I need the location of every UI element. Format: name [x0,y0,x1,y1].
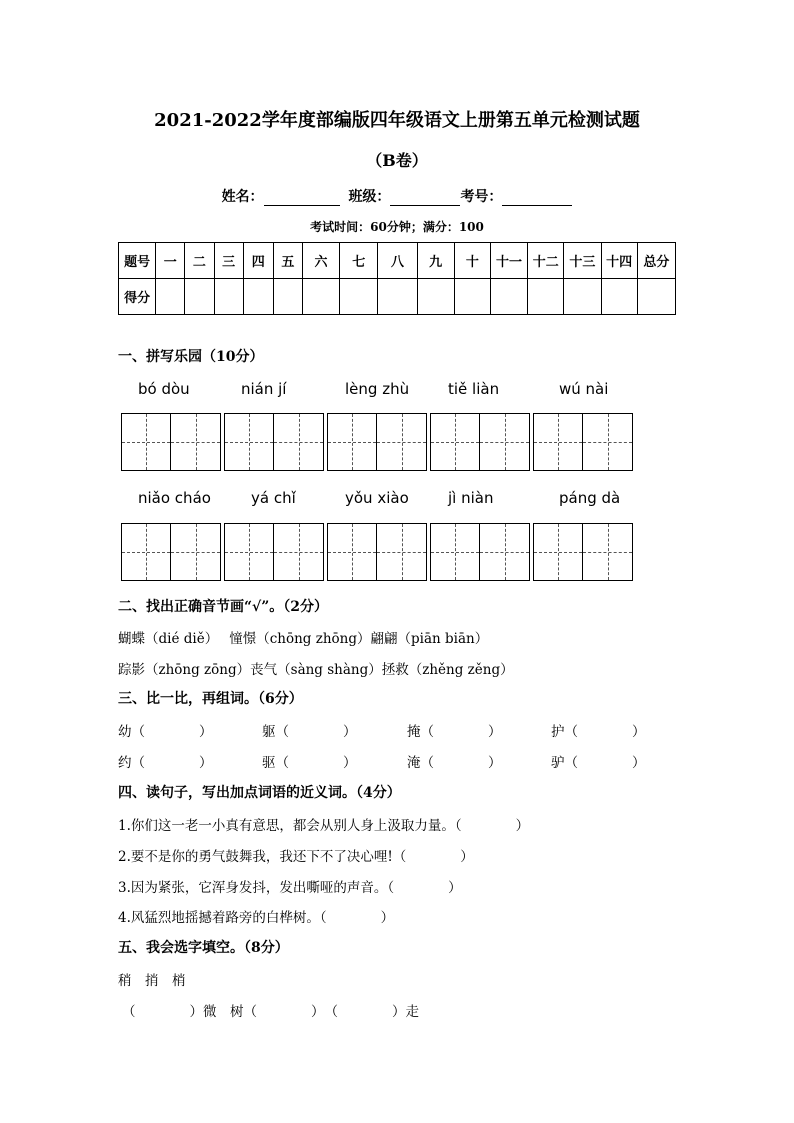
score-header-cell: 八 [378,243,417,279]
writing-cell[interactable] [480,413,530,471]
writing-cell[interactable] [583,523,633,581]
pinyin-label: yǒu xiào [345,489,409,507]
section2-heading: 二、找出正确音节画“√”。（2分） [118,599,329,615]
score-header-cell: 七 [340,243,378,279]
writing-grid-row-2 [121,523,633,581]
section2-line-2: 踪影（zhōng zōng）丧气（sàng shàng）拯救（zhěng zěng） [118,662,514,678]
pinyin-label: bó dòu [138,380,190,398]
score-cell[interactable] [214,279,243,315]
score-header-cell: 十一 [490,243,527,279]
score-header-cell: 题号 [119,243,156,279]
writing-cell[interactable] [327,523,377,581]
section3-heading: 三、比一比，再组词。（6分） [118,691,303,707]
page-title: 2021-2022学年度部编版四年级语文上册第五单元检测试题 [154,110,640,131]
synonym-question: 3.因为紧张，它浑身发抖，发出嘶哑的声音。（ ） [118,880,462,896]
writing-cell[interactable] [377,413,427,471]
writing-cell[interactable] [224,523,274,581]
pinyin-label: wú nài [559,380,609,398]
score-header-cell: 二 [185,243,214,279]
score-cell[interactable] [185,279,214,315]
word-box [430,523,530,581]
section1-heading: 一、拼写乐园（10分） [118,349,264,365]
score-header-cell: 三 [214,243,243,279]
score-header-cell: 十三 [564,243,601,279]
score-cell[interactable] [417,279,454,315]
compare-item: 幼（ ） [118,724,213,740]
score-cell[interactable] [601,279,637,315]
writing-cell[interactable] [171,413,221,471]
score-cell[interactable] [490,279,527,315]
writing-cell[interactable] [121,523,171,581]
score-cell[interactable] [273,279,302,315]
student-info [0,186,794,206]
name-blank[interactable] [264,191,340,206]
word-box [533,523,633,581]
exam-time-info: 考试时间：60分钟；满分：100 [310,220,484,234]
pinyin-label: niǎo cháo [138,489,211,507]
pinyin-label: tiě liàn [448,380,500,398]
score-table-score-row [119,279,676,315]
score-cell[interactable] [340,279,378,315]
word-box [327,523,427,581]
writing-cell[interactable] [533,523,583,581]
score-row-label: 得分 [119,279,156,315]
word-box [121,523,221,581]
score-header-cell: 六 [302,243,339,279]
score-header-cell: 十二 [528,243,564,279]
section2-line-1: 蝴蝶（dié diě） 憧憬（chōng zhōng）翩翩（piān biān） [118,631,489,647]
pinyin-label: nián jí [241,380,287,398]
word-box [533,413,633,471]
score-cell[interactable] [528,279,564,315]
writing-cell[interactable] [480,523,530,581]
score-header-cell: 一 [156,243,185,279]
score-table [118,242,676,315]
pinyin-label: yá chǐ [251,489,296,507]
score-header-cell: 五 [273,243,302,279]
score-header-cell: 十 [454,243,490,279]
writing-cell[interactable] [430,413,480,471]
synonym-question: 1.你们这一老一小真有意思，都会从别人身上汲取力量。（ ） [118,818,530,834]
word-box [327,413,427,471]
writing-cell[interactable] [327,413,377,471]
score-header-cell: 九 [417,243,454,279]
writing-grid-row-1 [121,413,633,471]
score-cell[interactable] [564,279,601,315]
word-box [224,413,324,471]
name-label: 姓名： [221,189,264,205]
number-blank[interactable] [502,191,572,206]
writing-cell[interactable] [224,413,274,471]
score-header-cell: 四 [243,243,273,279]
synonym-question: 2.要不是你的勇气鼓舞我，我还下不了决心哩!（ ） [118,849,474,865]
writing-cell[interactable] [583,413,633,471]
writing-cell[interactable] [377,523,427,581]
writing-cell[interactable] [121,413,171,471]
score-header-cell: 十四 [601,243,637,279]
fill-in-line: （ ）微 树（ ） （ ）走 [122,1004,419,1020]
score-cell[interactable] [243,279,273,315]
number-label: 考号： [460,189,503,205]
word-box [430,413,530,471]
score-table-header-row [119,243,676,279]
score-header-cell: 总分 [637,243,675,279]
page-subtitle: （B卷） [366,151,428,170]
score-cell[interactable] [378,279,417,315]
writing-cell[interactable] [274,413,324,471]
score-cell[interactable] [302,279,339,315]
word-box [121,413,221,471]
class-label: 班级： [348,189,391,205]
section5-heading: 五、我会选字填空。（8分） [118,940,289,956]
writing-cell[interactable] [533,413,583,471]
compare-item: 躯（ ） [262,724,357,740]
compare-item: 驴（ ） [551,755,646,771]
compare-item: 淹（ ） [407,755,502,771]
pinyin-label: páng dà [559,489,621,507]
word-box [224,523,324,581]
synonym-question: 4.风猛烈地摇撼着路旁的白桦树。（ ） [118,910,395,926]
writing-cell[interactable] [171,523,221,581]
compare-item: 护（ ） [551,724,646,740]
compare-item: 驱（ ） [262,755,357,771]
class-blank[interactable] [390,191,460,206]
pinyin-label: lèng zhù [345,380,410,398]
pinyin-label: jì niàn [448,489,494,507]
score-cell[interactable] [454,279,490,315]
section4-heading: 四、读句子，写出加点词语的近义词。（4分） [118,785,401,801]
choice-characters: 稍 捎 梢 [118,973,186,989]
score-cell[interactable] [637,279,675,315]
compare-item: 掩（ ） [407,724,502,740]
writing-cell[interactable] [274,523,324,581]
writing-cell[interactable] [430,523,480,581]
score-cell[interactable] [156,279,185,315]
compare-item: 约（ ） [118,755,213,771]
